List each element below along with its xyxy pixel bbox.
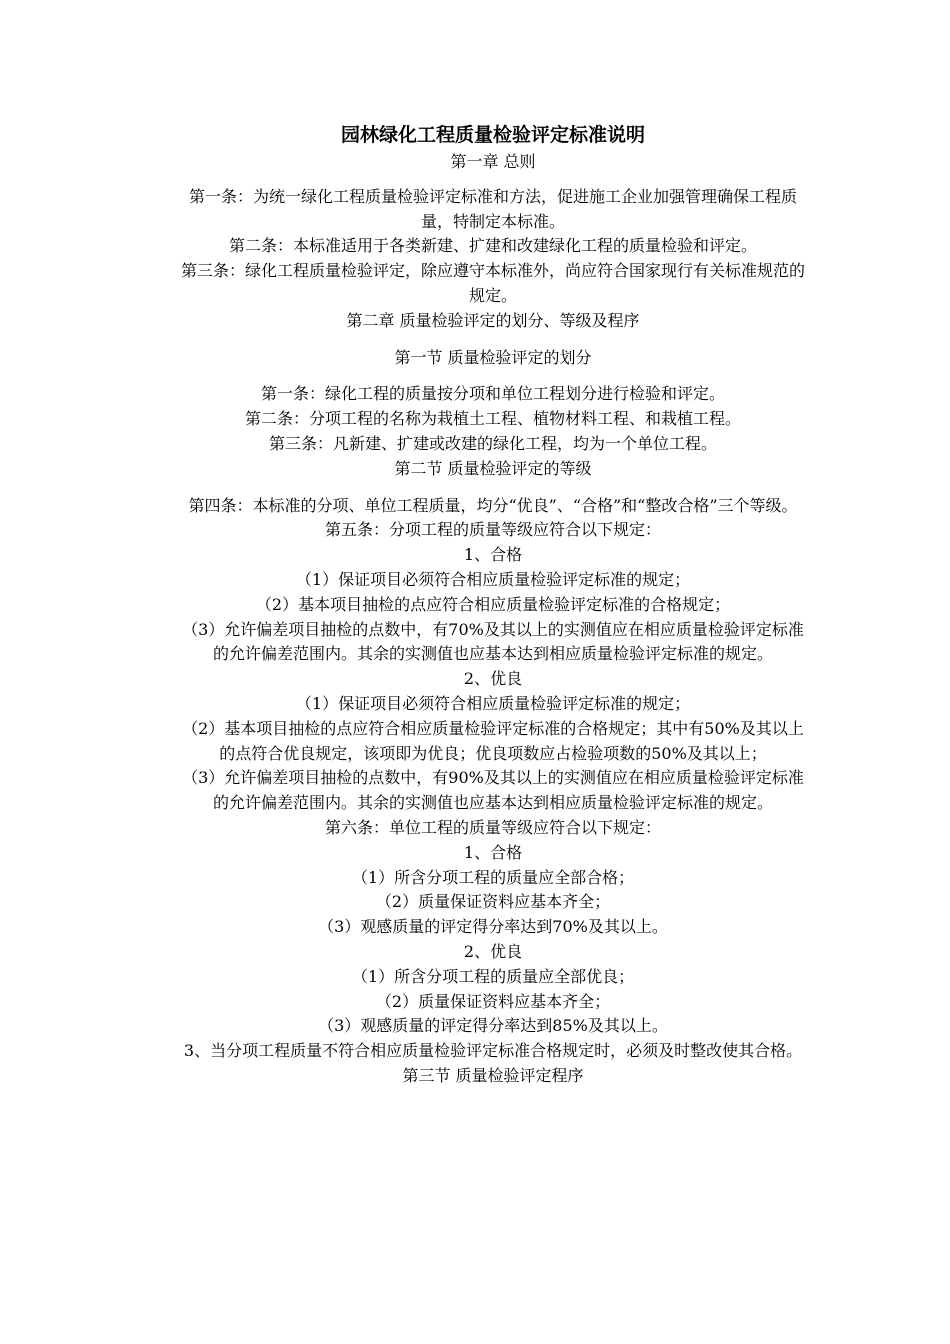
document-title: 园林绿化工程质量检验评定标准说明 [340,124,645,146]
article-paragraph: 第一条：绿化工程的质量按分项和单位工程划分进行检验和评定。 [260,384,725,404]
list-item: （3）观感质量的评定得分率达到85%及其以上。 [318,1016,668,1036]
article-paragraph: 第四条：本标准的分项、单位工程质量，均分“优良”、“合格”和“整改合格”三个等级。 [188,495,798,515]
list-item: （2）基本项目抽检的点应符合相应质量检验评定标准的合格规定； [255,594,731,614]
list-item: （3）允许偏差项目抽检的点数中，有90%及其以上的实测值应在相应质量检验评定标准的允许偏差范围内。其余的实测值也应基本达到相应质量检验评定标准的规定。 [182,768,804,813]
chapter-heading: 第一章 总则 [450,152,536,171]
list-item: （2）质量保证资料应基本齐全； [375,892,611,912]
chapter-heading: 第二章 质量检验评定的划分、等级及程序 [346,310,640,330]
list-heading: 2、优良 [463,941,523,961]
article-paragraph: 第二条：分项工程的名称为栽植土工程、植物材料工程、和栽植工程。 [244,409,741,429]
article-paragraph: 第一条：为统一绿化工程质量检验评定标准和方法，促进施工企业加强管理确保工程质量，特制定本标准。 [188,186,797,231]
list-item: （2）质量保证资料应基本齐全； [375,991,611,1011]
article-paragraph: 第六条：单位工程的质量等级应符合以下规定： [324,817,661,837]
article-paragraph: 第三条：绿化工程质量检验评定，除应遵守本标准外，尚应符合国家现行有关标准规范的规定。 [180,261,805,305]
list-heading: 1、合格 [463,842,523,862]
section-heading: 第一节 质量检验评定的划分 [394,347,592,367]
list-item: （1）保证项目必须符合相应质量检验评定标准的规定； [295,569,691,589]
list-item: （1）所含分项工程的质量应全部优良； [351,966,635,986]
list-item: （1）保证项目必须符合相应质量检验评定标准的规定； [295,693,691,713]
section-heading: 第三节 质量检验评定程序 [402,1065,584,1085]
list-item: （3）观感质量的评定得分率达到70%及其以上。 [318,917,668,937]
article-paragraph: 第二条：本标准适用于各类新建、扩建和改建绿化工程的质量检验和评定。 [228,236,757,256]
list-item: （1）所含分项工程的质量应全部合格； [351,867,635,887]
list-heading: 2、优良 [463,669,523,689]
list-item: 3、当分项工程质量不符合相应质量检验评定标准合格规定时，必须及时整改使其合格。 [183,1041,803,1061]
article-paragraph: 第三条：凡新建、扩建或改建的绿化工程，均为一个单位工程。 [268,433,717,453]
article-paragraph: 第五条：分项工程的质量等级应符合以下规定： [324,520,661,540]
list-heading: 1、合格 [463,545,523,565]
section-heading: 第二节 质量检验评定的等级 [394,458,592,478]
document-page [176,122,810,1089]
list-item: （3）允许偏差项目抽检的点数中，有70%及其以上的实测值应在相应质量检验评定标准的允许偏差范围内。其余的实测值也应基本达到相应质量检验评定标准的规定。 [182,619,804,664]
list-item: （2）基本项目抽检的点应符合相应质量检验评定标准的合格规定；其中有50%及其以上的点符合优良规定，该项即为优良；优良项数应占检验项数的50%及其以上； [182,718,804,763]
